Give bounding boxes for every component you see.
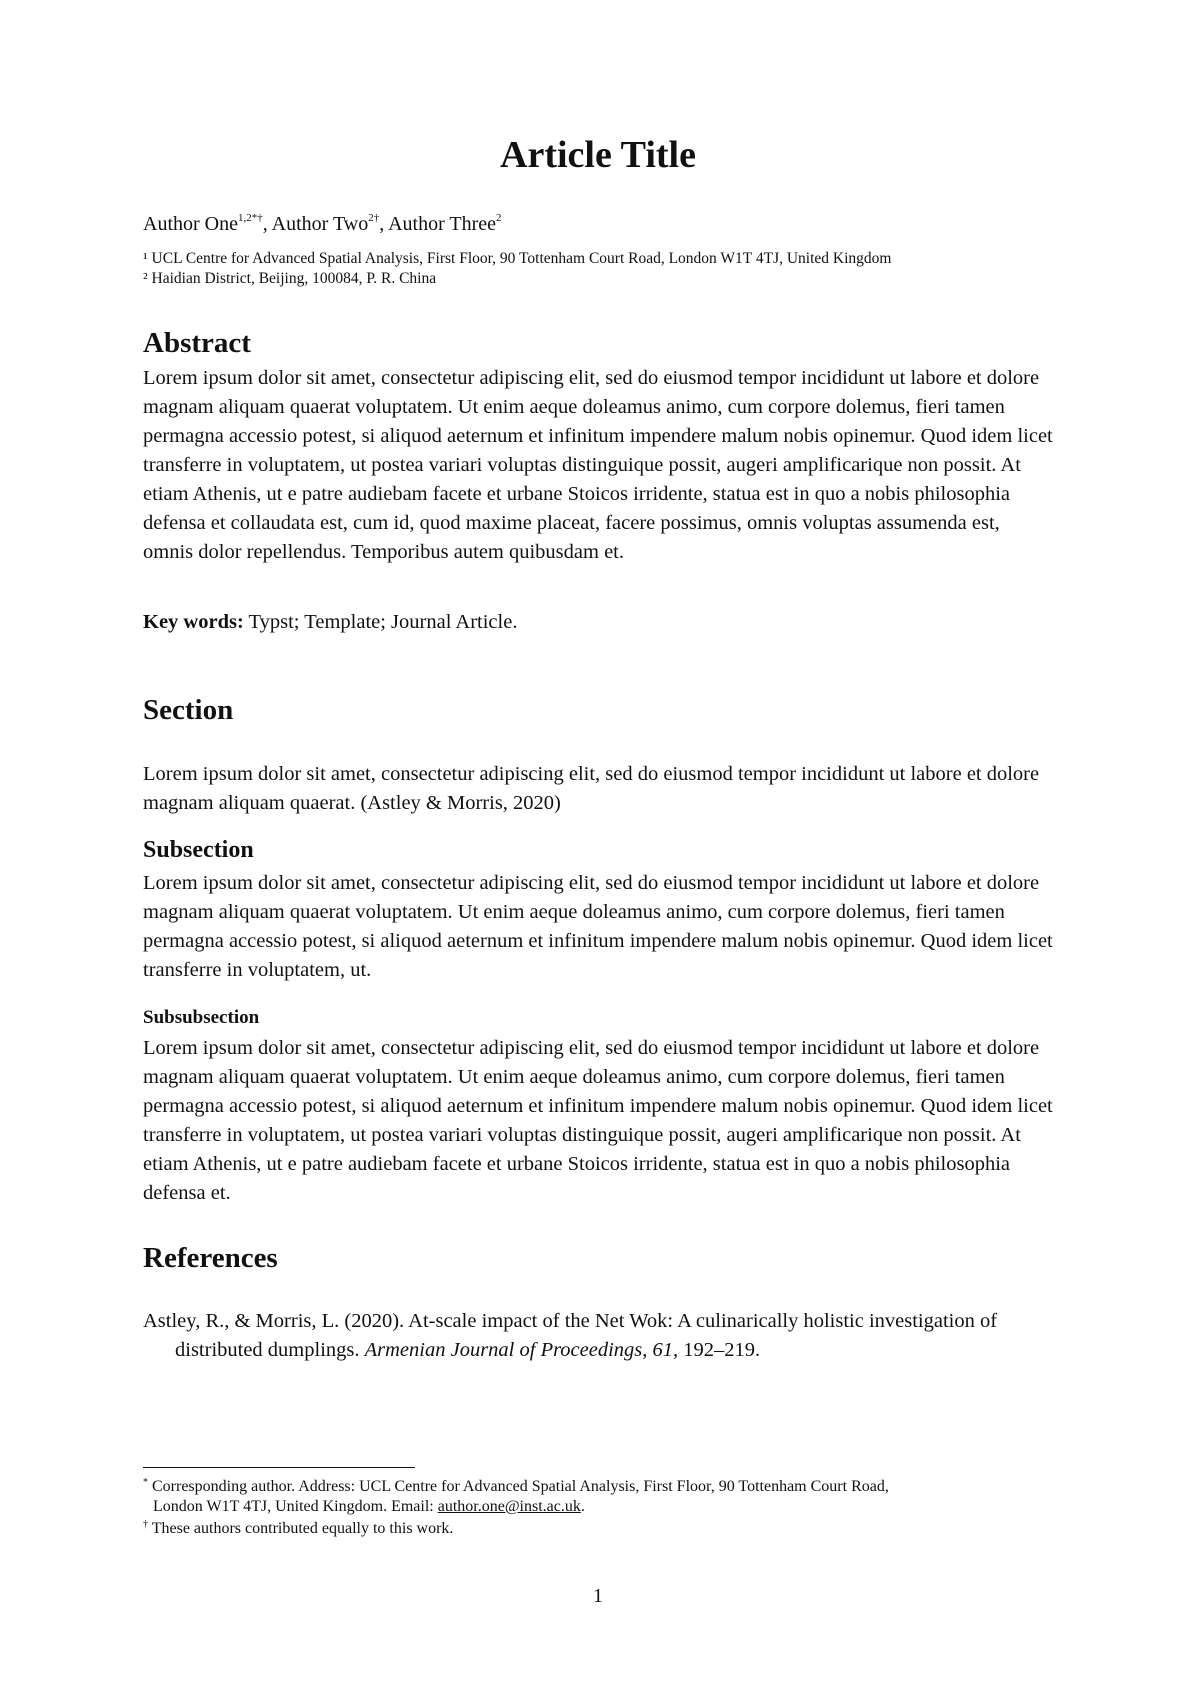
footnote-rule	[143, 1467, 415, 1468]
affiliation-2	[143, 269, 436, 289]
footnote-mark: †	[143, 1519, 148, 1530]
reference-authors-title: Astley, R., & Morris, L. (2020). At-scale impact of the Net Wok: A culinarically holistic investigation of distributed dumplings.	[143, 1310, 998, 1361]
reference-pages: , 192–219.	[673, 1339, 761, 1361]
author-name: Author Three	[388, 213, 497, 235]
affiliation-text: UCL Centre for Advanced Spatial Analysis, First Floor, 90 Tottenham Court Road, London W1T 4TJ, United Kingdom	[151, 250, 892, 267]
author-marks: 2†	[368, 212, 380, 224]
author-name: Author Two	[271, 213, 369, 235]
author-list: Author One$^{1,2*\dagger}$, Author Two$^{2\dagger}$, Author Three$^2$	[143, 212, 502, 235]
affiliation-mark: ¹	[143, 250, 148, 267]
footnote-end: .	[580, 1498, 585, 1515]
page-number: 1	[593, 1585, 603, 1607]
footnote-text: These authors contributed equally to this work.	[151, 1520, 454, 1537]
footnote-mark: *	[143, 1477, 148, 1488]
footnote-equal-contribution	[143, 1519, 1053, 1539]
footnote-text-cont: London W1T 4TJ, United Kingdom. Email:	[153, 1498, 434, 1515]
keywords	[143, 608, 1053, 637]
reference-journal: Armenian Journal of Proceedings	[364, 1339, 643, 1361]
article-title: Article Title	[500, 134, 696, 176]
affiliation-mark: ²	[143, 270, 148, 287]
author-marks: 2	[496, 212, 502, 224]
footnote-continuation	[143, 1497, 1053, 1517]
section-text: Lorem ipsum dolor sit amet, consectetur adipiscing elit, sed do eiusmod tempor incididunt ut labore et dolore magnam aliquam quaerat. (Astley & Morris, 2020)	[143, 763, 1040, 814]
paper-page	[143, 0, 1053, 1684]
subsubsection-text: Lorem ipsum dolor sit amet, consectetur adipiscing elit, sed do eiusmod tempor incididunt ut labore et dolore magnam aliquam quaerat voluptatem. Ut enim aeque doleamus animo, cum corpore dolemus, fieri tamen permagna accessio potest, si aliquod aeternum et infinitum impendere malum nobis opinemur. Quod idem licet transferre in voluptatem, ut postea variari voluptas distinguique possit, augeri amplificarique non possit. At etiam Athenis, ut e patre audiebam facete et urbane Stoicos irridente, statua est in quo a nobis philosophia defensa et.	[143, 1037, 1053, 1204]
abstract-text: Lorem ipsum dolor sit amet, consectetur adipiscing elit, sed do eiusmod tempor incididunt ut labore et dolore magnam aliquam quaerat voluptatem. Ut enim aeque doleamus animo, cum corpore dolemus, fieri tamen permagna accessio potest, si aliquod aeternum et infinitum impendere malum nobis opinemur. Quod idem licet transferre in voluptatem, ut postea variari voluptas distinguique possit, augeri amplificarique non possit. At etiam Athenis, ut e patre audiebam facete et urbane Stoicos irridente, statua est in quo a nobis philosophia defensa et collaudata est, cum id, quod maxime placeat, facere possimus, omnis voluptas assumenda est, omnis dolor repellendus. Temporibus autem quibusdam et.	[143, 367, 1053, 563]
keywords-value: Typst; Template; Journal Article.	[248, 611, 518, 633]
author-email-link[interactable]: author.one@inst.ac.uk	[437, 1498, 581, 1515]
footnote-corresponding	[143, 1477, 1053, 1517]
author-name: Author One	[143, 213, 238, 235]
footnote-text: Corresponding author. Address: UCL Centre for Advanced Spatial Analysis, First Floor, 90 Tottenham Court Road,	[152, 1478, 889, 1495]
affiliation-text: Haidian District, Beijing, 100084, P. R. China	[151, 270, 437, 287]
abstract-heading: Abstract	[143, 327, 251, 359]
section-heading: Section	[143, 694, 234, 726]
subsubsection-heading: Subsubsection	[143, 1007, 260, 1028]
reference-entry: Astley, R., & Morris, L. (2020). At-scale impact of the Net Wok: A culinarically holistic investigation of distributed dumplings. Armenian Journal of Proceedings, 61, 192–219.	[143, 1310, 998, 1361]
reference-volume: 61	[652, 1339, 674, 1361]
affiliation-1	[143, 249, 891, 269]
subsection-heading: Subsection	[143, 837, 254, 863]
references-heading: References	[143, 1242, 278, 1274]
subsection-text: Lorem ipsum dolor sit amet, consectetur adipiscing elit, sed do eiusmod tempor incididunt ut labore et dolore magnam aliquam quaerat voluptatem. Ut enim aeque doleamus animo, cum corpore dolemus, fieri tamen permagna accessio potest, si aliquod aeternum et infinitum impendere malum nobis opinemur. Quod idem licet transferre in voluptatem, ut.	[143, 872, 1053, 981]
keywords-label: Key words:	[143, 611, 244, 633]
author-marks: 1,2*†	[237, 212, 263, 224]
